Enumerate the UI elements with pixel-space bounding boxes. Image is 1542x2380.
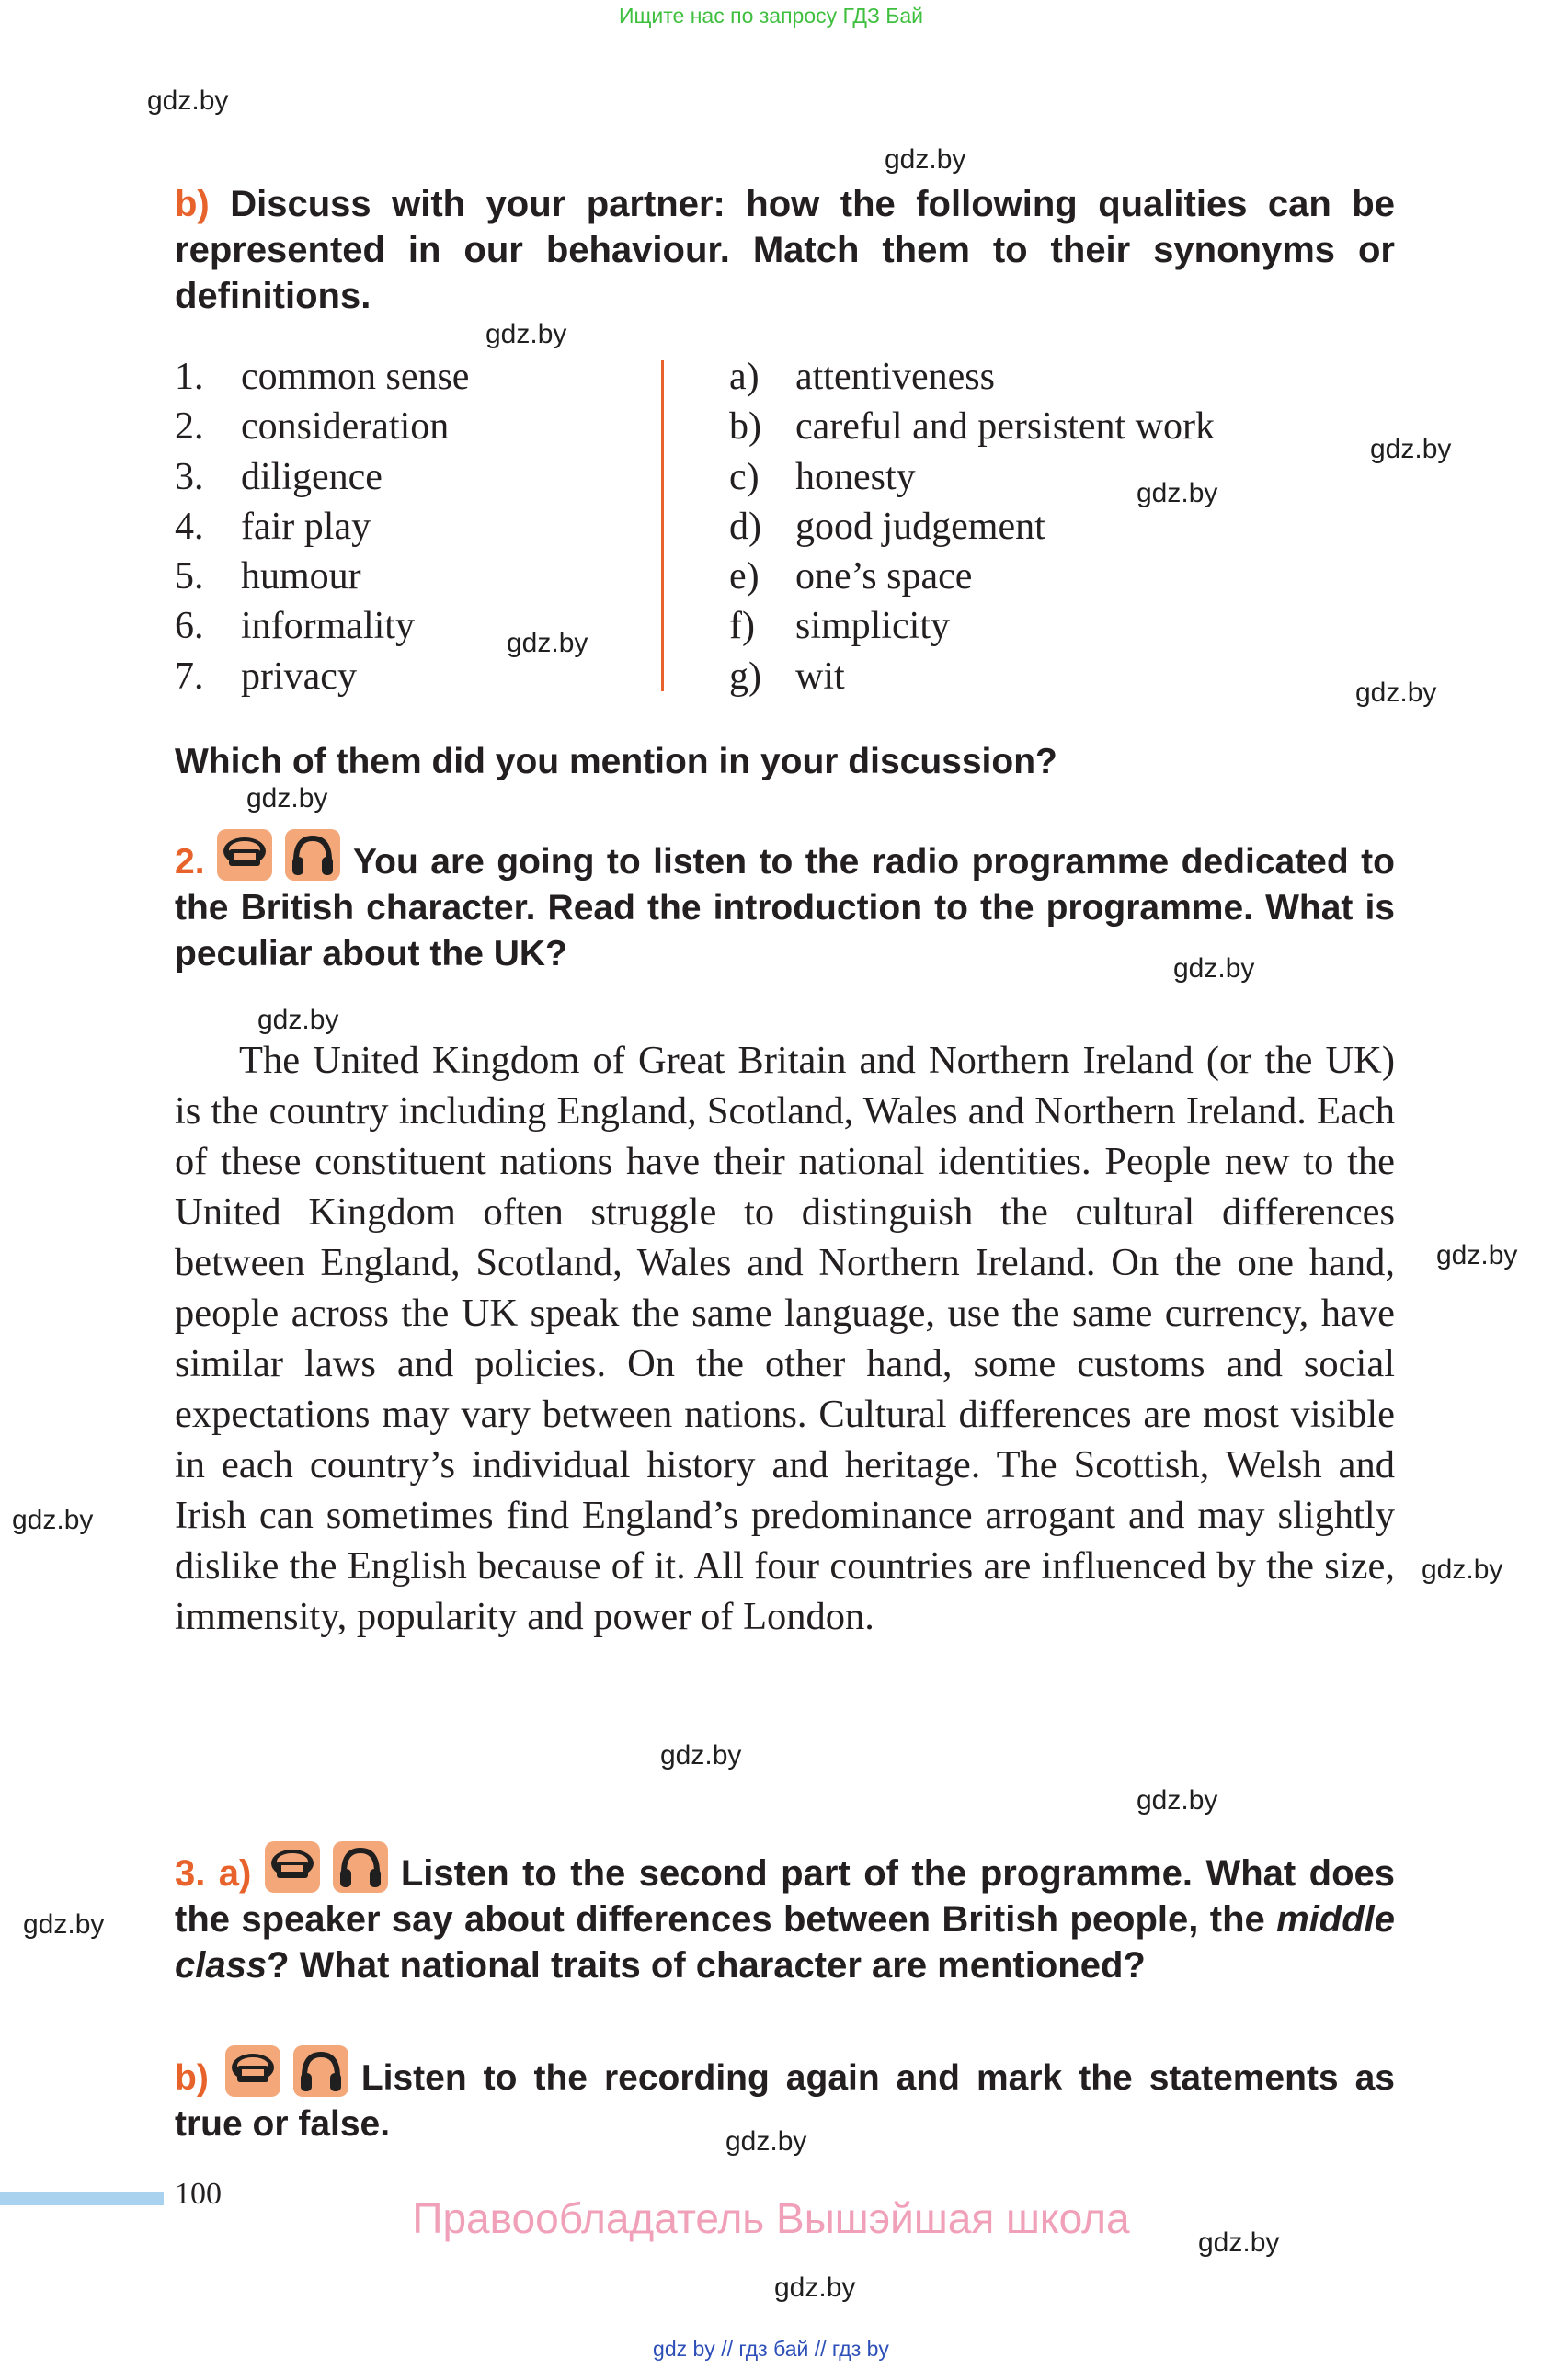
item-text: fair play: [241, 505, 371, 548]
watermark: gdz.by: [507, 628, 588, 658]
list-item: [729, 452, 1215, 502]
item-number: 2.: [175, 405, 204, 449]
list-item: [175, 452, 469, 502]
task-3b-instruction: [175, 2045, 1395, 2147]
watermark: gdz.by: [147, 85, 229, 116]
cd-player-icon: [265, 1841, 320, 1893]
watermark: gdz.by: [23, 1909, 105, 1940]
item-text: privacy: [241, 655, 357, 698]
item-number: 7.: [175, 655, 204, 698]
copyright-notice: Правообладатель Вышэйшая школа: [412, 2194, 1130, 2242]
watermark: gdz.by: [1370, 434, 1452, 464]
item-text: consideration: [241, 405, 450, 449]
watermark: gdz.by: [1173, 953, 1255, 984]
item-text: common sense: [241, 356, 470, 398]
list-item: [729, 402, 1215, 451]
task-label: 2.: [175, 842, 205, 882]
task-label: b): [175, 184, 210, 224]
task-text-italic: middle class: [175, 1899, 1395, 1986]
watermark: gdz.by: [1198, 2227, 1280, 2258]
watermark: gdz.by: [1355, 678, 1437, 708]
item-text: wit: [795, 655, 845, 698]
task-1b-instruction: [175, 181, 1395, 319]
headphones-icon: [285, 829, 340, 881]
item-letter: a): [729, 356, 760, 398]
intro-paragraph: The United Kingdom of Great Britain and Northern Ireland (or the UK) is the country including England, Scotland, Wales and Northern Ireland. Each of these constituent nations have their national identities. People new to the United Kingdom often struggle to distinguish the cultural differences between England, Scotland, Wales and Northern Ireland. On the one hand, people across the UK speak the same language, use the same currency, have similar laws and policies. On the other hand, some customs and social expectations may vary between nations. Cultural differences are most visible in each country’s individual history and heritage. The Scottish, Welsh and Irish can sometimes find England’s predominance arrogant and may slightly dislike the English because of it. All four countries are influenced by the size, immensity, popularity and power of London.: [175, 1039, 1395, 1638]
list-item: [175, 402, 469, 451]
watermark: gdz.by: [1422, 1554, 1503, 1585]
item-number: 1.: [175, 356, 204, 398]
item-text: humour: [241, 555, 361, 598]
watermark: gdz.by: [12, 1505, 94, 1535]
list-item: [175, 552, 469, 601]
item-text: attentiveness: [795, 356, 995, 398]
task-2-instruction: [175, 829, 1395, 977]
item-number: 6.: [175, 605, 204, 648]
list-item: [175, 502, 469, 552]
item-number: 3.: [175, 455, 204, 498]
item-text: honesty: [795, 455, 916, 498]
item-letter: c): [729, 455, 760, 498]
cd-player-icon: [225, 2045, 280, 2097]
list-item: [729, 601, 1215, 651]
task-label: b): [175, 2058, 209, 2098]
list-item: [729, 352, 1215, 402]
list-item: [729, 552, 1215, 601]
list-item: [175, 601, 469, 651]
task-label: 3. a): [175, 1853, 252, 1894]
task-text: Listen to the second part of the programme. What does the speaker say about differences between British people, the: [175, 1853, 1395, 1940]
item-text: careful and persistent work: [795, 405, 1215, 449]
item-number: 4.: [175, 505, 204, 548]
list-item: [729, 502, 1215, 552]
list-item: [175, 652, 469, 701]
headphones-icon: [293, 2045, 348, 2097]
watermark: gdz.by: [1137, 1785, 1218, 1816]
item-number: 5.: [175, 555, 204, 598]
task-3a-instruction: [175, 1841, 1395, 1988]
watermark: gdz.by: [774, 2272, 856, 2303]
item-text: one’s space: [795, 555, 973, 598]
top-banner: Ищите нас по запросу ГДЗ Бай: [618, 4, 924, 28]
watermark: gdz.by: [725, 2126, 807, 2157]
task-text: Discuss with your partner: how the following qualities can be represented in our behaviour. Match them to their synonyms or definitions.: [175, 184, 1395, 316]
item-letter: d): [729, 505, 761, 548]
item-text: good judgement: [795, 505, 1045, 548]
item-text: simplicity: [795, 605, 950, 648]
watermark: gdz.by: [485, 319, 567, 349]
item-letter: b): [729, 405, 761, 449]
task-text: Listen to the recording again and mark the statements as true or false.: [175, 2058, 1395, 2144]
watermark: gdz.by: [660, 1740, 742, 1771]
task-text: You are going to listen to the radio programme dedicated to the British character. Read the introduction to the programme. What is peculiar about the UK?: [175, 842, 1395, 974]
watermark: gdz.by: [885, 144, 966, 175]
item-letter: g): [729, 655, 761, 698]
page-number: 100: [175, 2177, 222, 2211]
item-letter: f): [729, 605, 755, 648]
watermark: gdz.by: [246, 783, 328, 814]
watermark: gdz.by: [1436, 1240, 1518, 1270]
list-item: [175, 352, 469, 402]
discussion-question: Which of them did you mention in your discussion?: [175, 742, 1057, 781]
cd-player-icon: [217, 829, 272, 881]
headphones-icon: [333, 1841, 388, 1893]
list-divider: [661, 360, 664, 691]
bottom-links[interactable]: gdz by // гдз бай // гдз by: [653, 2337, 889, 2361]
watermark: gdz.by: [1137, 478, 1218, 508]
watermark: gdz.by: [257, 1005, 339, 1035]
synonyms-list: [729, 352, 1218, 701]
task-text: ? What national traits of character are mentioned?: [267, 1945, 1146, 1986]
item-text: diligence: [241, 455, 383, 498]
item-text: informality: [241, 605, 415, 648]
qualities-list: [175, 352, 469, 701]
item-letter: e): [729, 555, 760, 598]
list-item: [729, 652, 1215, 701]
